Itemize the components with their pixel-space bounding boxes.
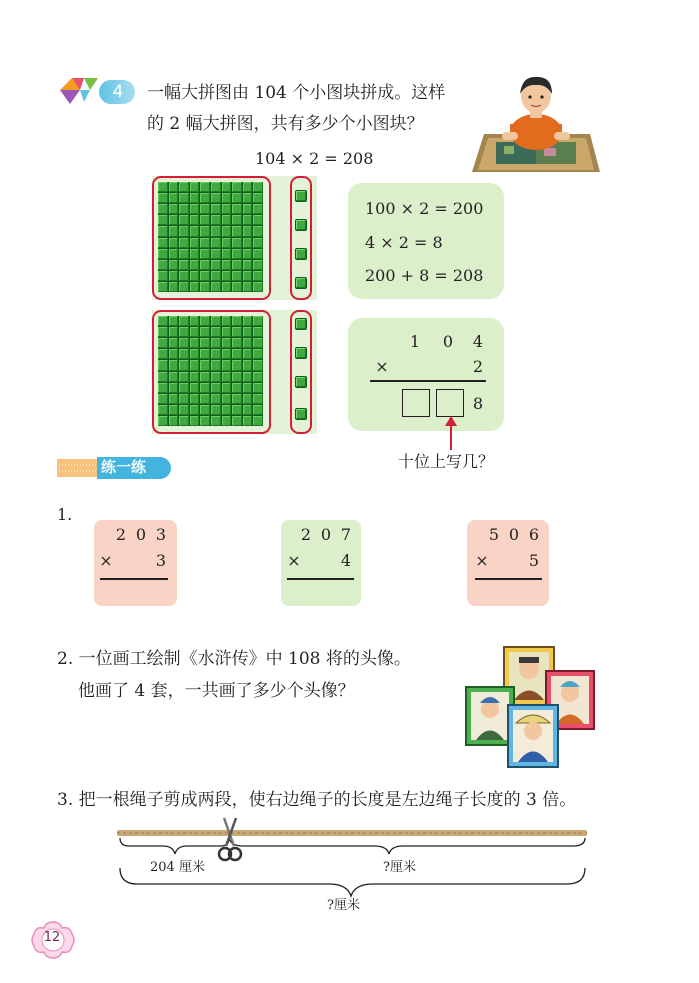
p1-top-units: 3 [155, 525, 167, 544]
p3-rule [475, 578, 542, 580]
callout-arrow-icon [443, 416, 459, 450]
p1-rule [100, 578, 168, 580]
p3-multiplier: 5 [528, 551, 540, 570]
q3-text: 3. 把一根绳子剪成两段，使右边绳子的长度是左边绳子长度的 3 倍。 [57, 790, 577, 810]
q2-line2: 他画了 4 套，一共画了多少个头像？ [78, 681, 355, 701]
unit-block [295, 190, 307, 202]
vcalc-operator: × [375, 357, 389, 376]
vcalc-top-hundreds: 1 [409, 332, 421, 351]
answer-box-tens[interactable] [436, 389, 464, 417]
block-model-bottom [152, 310, 317, 434]
block-model-top [152, 176, 317, 300]
portraits-illustration [464, 643, 600, 771]
step-2: 4 × 2 = 8 [365, 233, 443, 252]
unit-block [295, 219, 307, 231]
p2-operator: × [287, 551, 301, 570]
callout-text: 十位上写几？ [398, 452, 495, 471]
p3-operator: × [475, 551, 489, 570]
p2-multiplier: 4 [340, 551, 352, 570]
p1-top-tens: 0 [135, 525, 147, 544]
vcalc-top-tens: 0 [442, 332, 454, 351]
example-question-line2: 的 2 幅大拼图，共有多少个小图块？ [147, 114, 424, 134]
example-question-line1: 一幅大拼图由 104 个小图块拼成。这样 [147, 83, 446, 103]
unit-block [295, 408, 307, 420]
unit-block [295, 277, 307, 289]
p2-rule [287, 578, 354, 580]
example-badge-icon [58, 76, 102, 106]
p1-multiplier: 3 [155, 551, 167, 570]
p2-top-hundreds: 2 [300, 525, 312, 544]
step-3: 200 + 8 = 208 [365, 266, 484, 285]
p3-top-hundreds: 5 [488, 525, 500, 544]
hundred-block [158, 182, 263, 292]
p2-top-tens: 0 [320, 525, 332, 544]
example-number: 4 [112, 82, 124, 102]
hundred-block [158, 316, 263, 426]
vcalc-rule [370, 380, 486, 382]
example-equation: 104 × 2 = 208 [255, 149, 374, 168]
unit-block [295, 318, 307, 330]
unit-block [295, 248, 307, 260]
scissors-icon [216, 816, 244, 864]
p3-top-units: 6 [528, 525, 540, 544]
p3-top-tens: 0 [508, 525, 520, 544]
vcalc-top-units: 4 [472, 332, 484, 351]
rope-total-label: ?厘米 [327, 898, 360, 913]
vcalc-multiplier: 2 [472, 357, 484, 376]
p1-operator: × [99, 551, 113, 570]
p2-top-units: 7 [340, 525, 352, 544]
boy-puzzle-illustration [466, 72, 606, 176]
q2-line1: 2. 一位画工绘制《水浒传》中 108 将的头像。 [57, 649, 411, 669]
q1-label: 1. [57, 505, 73, 524]
practice-title: 练一练 [101, 458, 147, 476]
answer-box-hundreds[interactable] [402, 389, 430, 417]
p1-top-hundreds: 2 [115, 525, 127, 544]
vcalc-result-units: 8 [472, 394, 484, 413]
rope-left-label: 204 厘米 [150, 860, 205, 875]
step-1: 100 × 2 = 200 [365, 199, 484, 218]
page-number: 12 [43, 930, 61, 945]
rope-right-label: ?厘米 [383, 860, 416, 875]
unit-block [295, 347, 307, 359]
unit-block [295, 376, 307, 388]
